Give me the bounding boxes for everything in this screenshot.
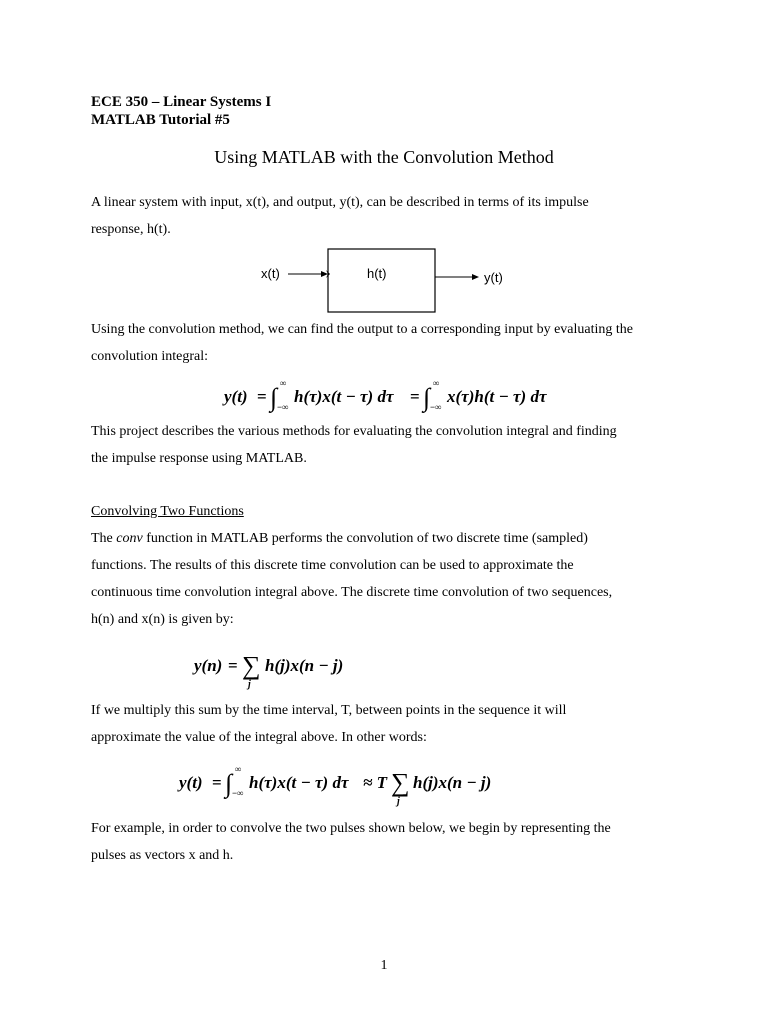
eq3-lower-limit: −∞	[232, 788, 244, 798]
convolution-line-2: convolution integral:	[91, 349, 209, 364]
time-interval-line-1: If we multiply this sum by the time interval, T, between points in the sequence it will	[91, 703, 567, 718]
course-title: ECE 350 – Linear Systems I	[91, 94, 272, 110]
intro-line-1: A linear system with input, x(t), and output, y(t), can be described in terms of its impulse	[91, 195, 589, 210]
document-title: Using MATLAB with the Convolution Method	[214, 147, 554, 167]
time-interval-paragraph	[91, 697, 691, 751]
eq2-lhs: y(n)	[194, 656, 223, 675]
output-arrowhead	[472, 274, 479, 280]
convolution-paragraph	[91, 316, 691, 370]
conv-line-1: The conv function in MATLAB performs the convolution of two discrete time (sampled)	[91, 531, 588, 546]
eq1-term-2: x(τ)h(t − τ) dτ	[447, 387, 547, 406]
eq1-equals: =	[257, 387, 267, 406]
eq3-sum-index: j	[397, 796, 400, 807]
conv-function-paragraph	[91, 525, 691, 633]
project-line-2: the impulse response using MATLAB.	[91, 451, 307, 466]
time-interval-line-2: approximate the value of the integral above. In other words:	[91, 730, 427, 745]
discrete-convolution-equation	[190, 645, 390, 693]
conv-function-name: conv	[116, 531, 143, 546]
intro-line-2: response, h(t).	[91, 222, 171, 237]
conv-line-3: continuous time convolution integral above. The discrete time convolution of two sequences,	[91, 585, 613, 600]
sum-sign-2: ∑	[391, 768, 410, 797]
eq1-lhs: y(t)	[224, 387, 248, 406]
integral-sign-2: ∫	[423, 383, 431, 412]
eq1-upper-limit-1: ∞	[280, 378, 287, 388]
eq3-approx: ≈ T	[363, 773, 387, 792]
sum-sign: ∑	[242, 651, 261, 680]
system-block-diagram	[250, 240, 520, 320]
example-paragraph	[91, 815, 691, 869]
eq2-equals: =	[228, 656, 238, 675]
eq2-term: h(j)x(n − j)	[265, 656, 344, 675]
project-description-paragraph	[91, 418, 691, 472]
page-number: 1	[380, 958, 388, 973]
eq1-term-1: h(τ)x(t − τ) dτ	[294, 387, 394, 406]
eq1-lower-limit-2: −∞	[430, 402, 442, 412]
eq3-term-1: h(τ)x(t − τ) dτ	[249, 773, 349, 792]
approximation-equation	[175, 762, 515, 812]
project-line-1: This project describes the various methods for evaluating the convolution integral and finding	[91, 424, 617, 439]
convolution-integral-equation	[220, 376, 560, 416]
eq3-term-2: h(j)x(n − j)	[413, 773, 492, 792]
eq3-lhs: y(t)	[179, 773, 203, 792]
eq1-lower-limit-1: −∞	[277, 402, 289, 412]
diagram-block-label: h(t)	[367, 266, 387, 281]
eq1-equals-2: =	[410, 387, 420, 406]
section-heading: Convolving Two Functions	[91, 504, 244, 519]
eq2-sum-index: j	[248, 679, 251, 690]
diagram-input-label: x(t)	[261, 266, 280, 281]
example-line-1: For example, in order to convolve the two pulses shown below, we begin by representing the	[91, 821, 611, 836]
eq3-equals: =	[212, 773, 222, 792]
integral-sign-3: ∫	[225, 769, 233, 798]
intro-paragraph	[91, 189, 691, 243]
convolution-line-1: Using the convolution method, we can find the output to a corresponding input by evaluating the	[91, 322, 634, 337]
eq1-upper-limit-2: ∞	[433, 378, 440, 388]
eq3-upper-limit: ∞	[235, 764, 242, 774]
tutorial-number: MATLAB Tutorial #5	[91, 112, 230, 128]
diagram-output-label: y(t)	[484, 270, 503, 285]
conv-line-2: functions. The results of this discrete time convolution can be used to approximate the	[91, 558, 574, 573]
conv-line-4: h(n) and x(n) is given by:	[91, 612, 234, 627]
integral-sign-1: ∫	[270, 383, 278, 412]
example-line-2: pulses as vectors x and h.	[91, 848, 234, 863]
